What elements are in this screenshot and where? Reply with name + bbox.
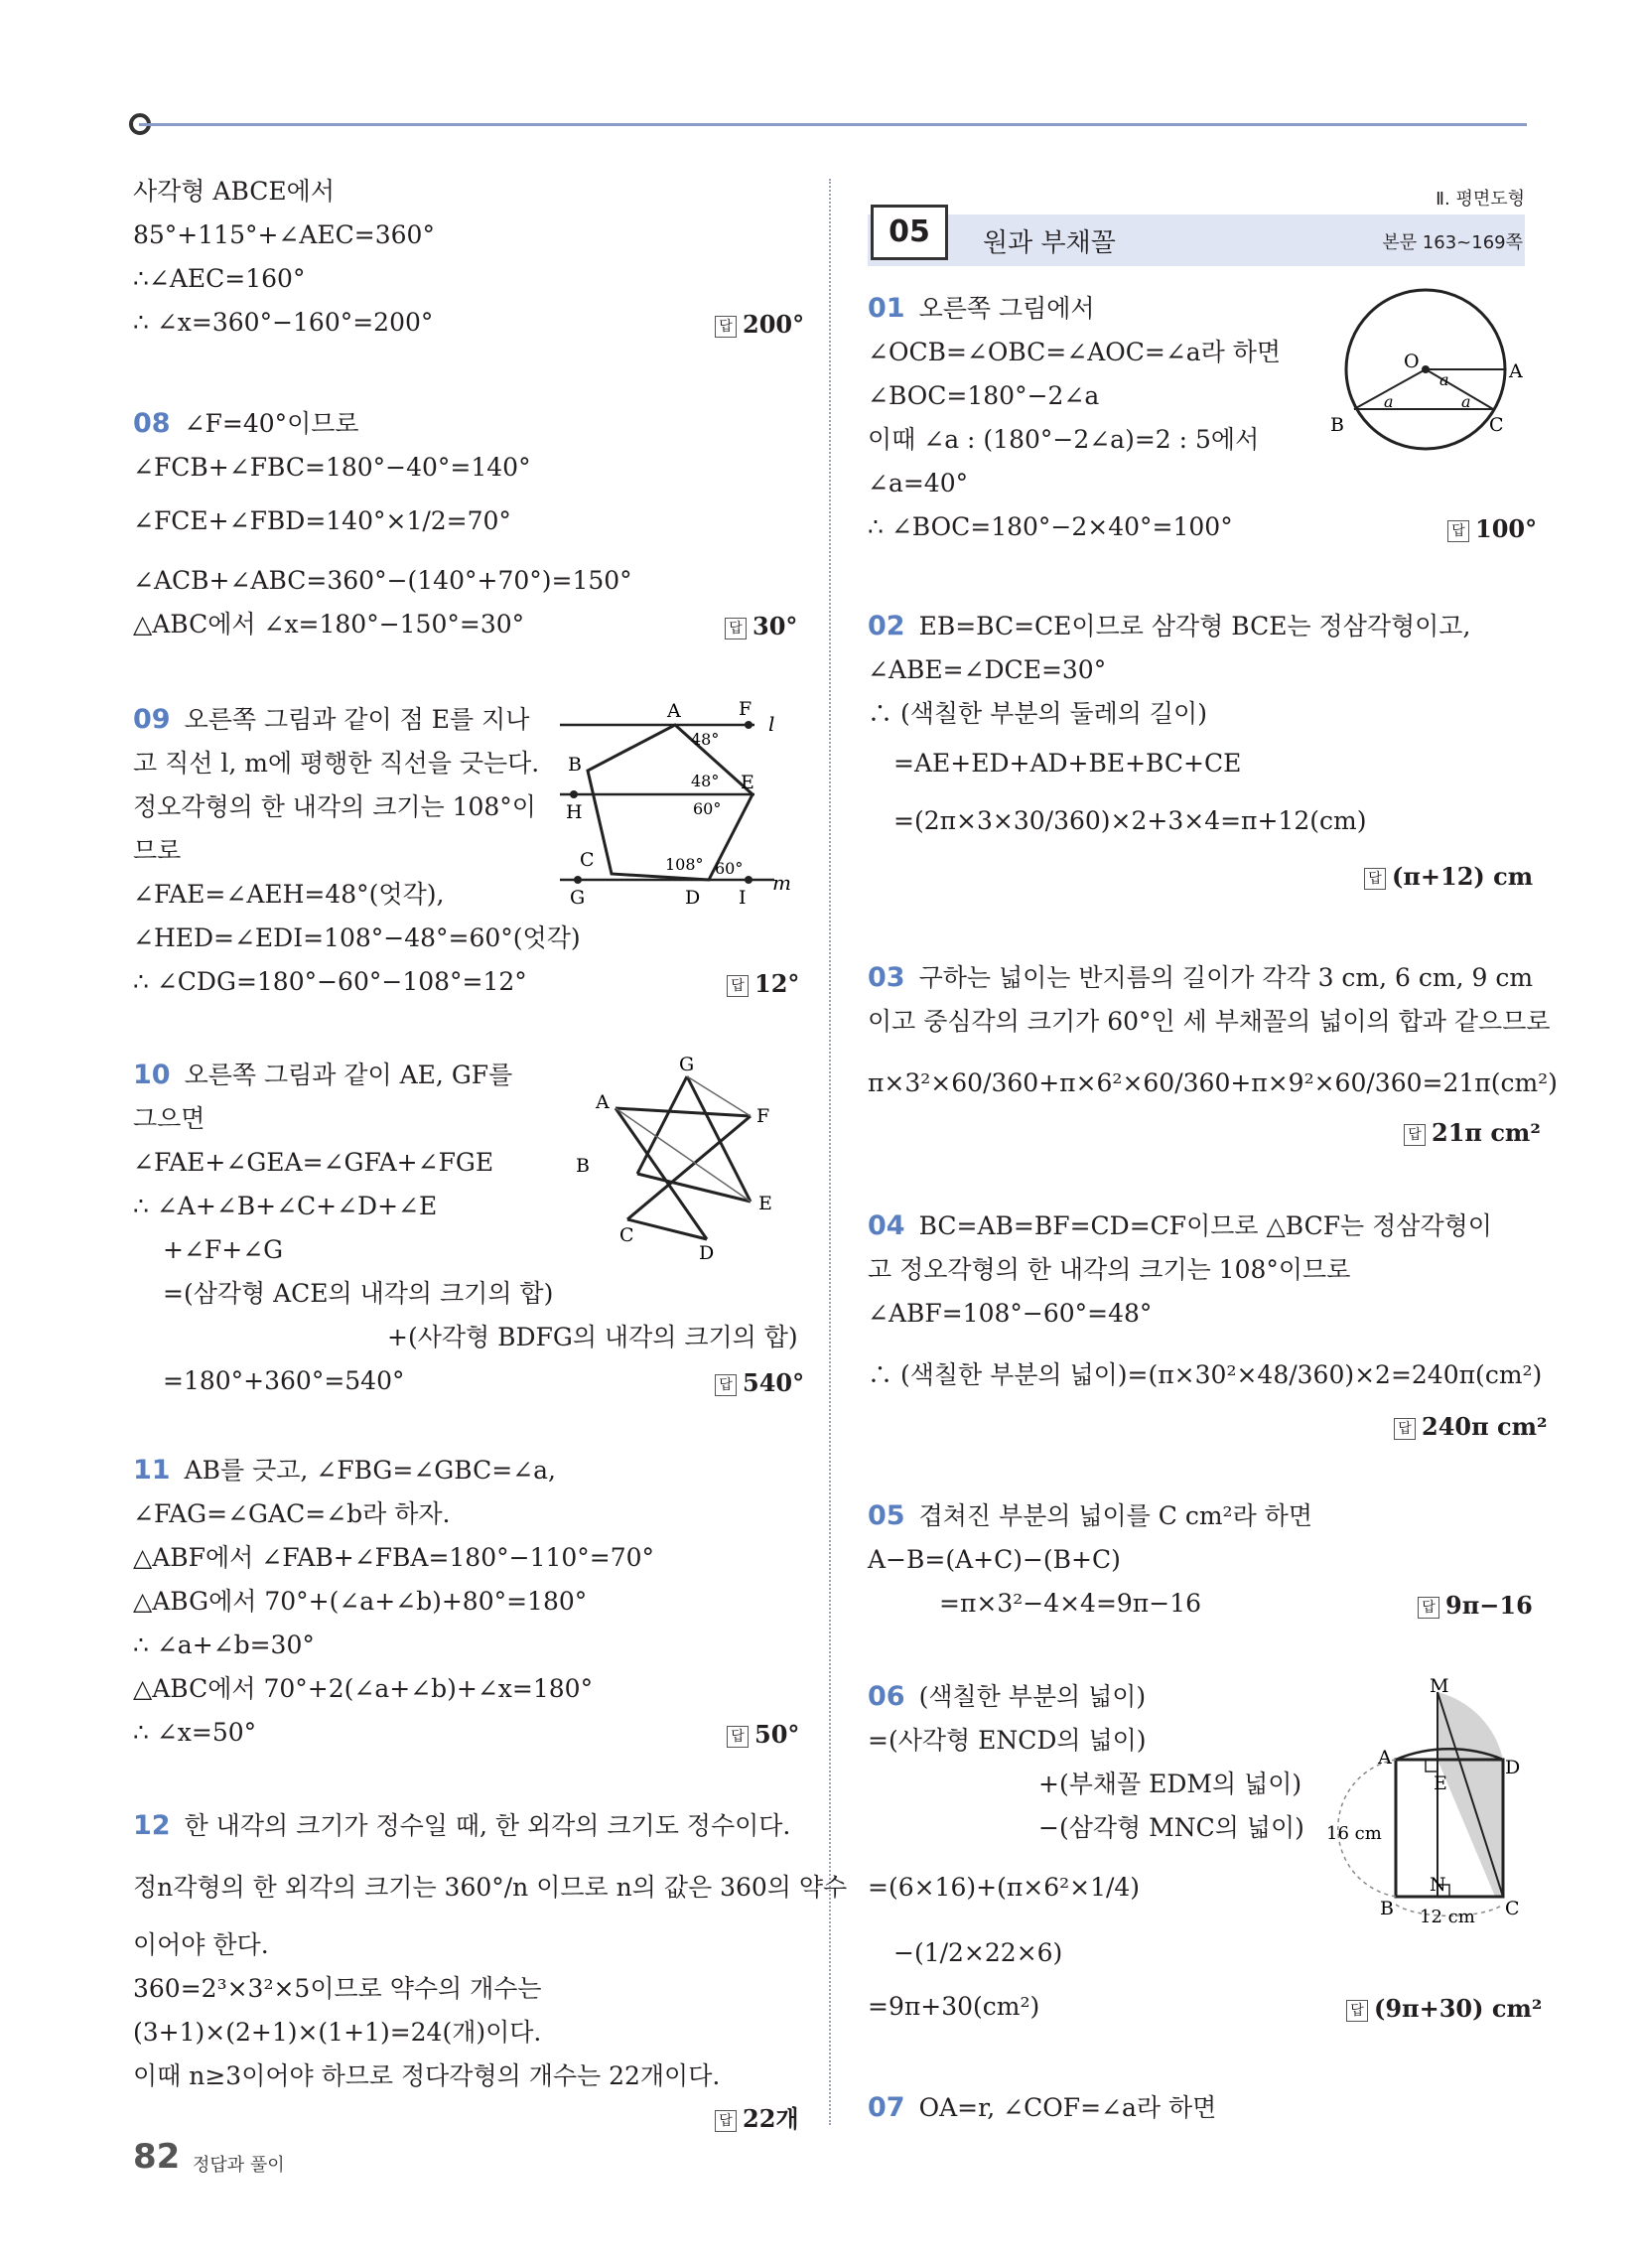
page-reference: 본문 163~169쪽 bbox=[1382, 232, 1523, 253]
p07-line: ∴∠AEC=160° bbox=[133, 264, 306, 293]
label: E bbox=[741, 772, 754, 793]
label: A bbox=[667, 700, 681, 722]
section-title: 원과 부채꼴 bbox=[983, 228, 1116, 258]
figure-circle bbox=[1330, 284, 1529, 463]
p12-line: 12 한 내각의 크기가 정수일 때, 한 외각의 크기도 정수이다. bbox=[133, 1810, 791, 1841]
r05-line: =π×3²−4×4=9π−16 bbox=[939, 1589, 1202, 1618]
r01-line: ∴ ∠BOC=180°−2×40°=100° bbox=[868, 512, 1233, 541]
label: C bbox=[619, 1224, 634, 1246]
figure-star-heptagon bbox=[576, 1053, 794, 1261]
label: G bbox=[570, 887, 586, 909]
section-number: 05 bbox=[871, 205, 948, 260]
r01-line: 01 오른쪽 그림에서 bbox=[868, 293, 1095, 324]
r06-line: −(삼각형 MNC의 넓이) bbox=[1038, 1813, 1304, 1842]
figure-rect-arc bbox=[1326, 1678, 1525, 1926]
label: D bbox=[699, 1242, 715, 1261]
r06-line: +(부채꼴 EDM의 넓이) bbox=[1038, 1770, 1302, 1798]
p10-line: +(사각형 BDFG의 내각의 크기의 합) bbox=[387, 1323, 798, 1351]
answer-p09: 답 12° bbox=[727, 969, 799, 998]
r06-line: =9π+30(cm²) bbox=[868, 1992, 1040, 2021]
p07-line: 사각형 ABCE에서 bbox=[133, 177, 335, 206]
label: H bbox=[566, 801, 583, 823]
r04-line: ∴ (색칠한 부분의 넓이)=(π×30²×48/360)×2=240π(cm²) bbox=[868, 1360, 1543, 1389]
r02-line: 02 EB=BC=CE이므로 삼각형 BCE는 정삼각형이고, bbox=[868, 611, 1471, 641]
r01-line: ∠OCB=∠OBC=∠AOC=∠a라 하면 bbox=[868, 338, 1282, 366]
p10-line: 10 오른쪽 그림과 같이 AE, GF를 bbox=[133, 1060, 513, 1090]
label: 48° bbox=[691, 730, 720, 749]
label: I bbox=[739, 887, 747, 909]
r05-line: 05 겹쳐진 부분의 넓이를 C cm²라 하면 bbox=[868, 1500, 1312, 1531]
p09-line: ∠HED=∠EDI=108°−48°=60°(엇각) bbox=[133, 923, 581, 952]
label: B bbox=[576, 1155, 590, 1177]
r03-line: 03 구하는 넓이는 반지름의 길이가 각각 3 cm, 6 cm, 9 cm bbox=[868, 962, 1534, 993]
label: O bbox=[1404, 351, 1420, 372]
figure-pentagon-parallel bbox=[556, 695, 794, 914]
p12-line: 정n각형의 한 외각의 크기는 360°/n 이므로 n의 값은 360의 약수 bbox=[133, 1873, 848, 1902]
r01-line: 이때 ∠a : (180°−2∠a)=2 : 5에서 bbox=[868, 425, 1260, 454]
p10-line: ∴ ∠A+∠B+∠C+∠D+∠E bbox=[133, 1192, 438, 1220]
label: a bbox=[1439, 370, 1449, 389]
p11-line: △ABC에서 70°+2(∠a+∠b)+∠x=180° bbox=[133, 1674, 594, 1703]
r02-line: =AE+ED+AD+BE+BC+CE bbox=[893, 749, 1242, 778]
p10-line: =(삼각형 ACE의 내각의 크기의 합) bbox=[163, 1279, 554, 1308]
p09-line: 09 오른쪽 그림과 같이 점 E를 지나 bbox=[133, 704, 530, 735]
r06-line: −(1/2×22×6) bbox=[893, 1938, 1063, 1967]
label: E bbox=[758, 1193, 772, 1214]
p09-line: ∠FAE=∠AEH=48°(엇각), bbox=[133, 880, 445, 909]
p11-line: ∠FAG=∠GAC=∠b라 하자. bbox=[133, 1499, 451, 1528]
r02-line: ∠ABE=∠DCE=30° bbox=[868, 655, 1107, 684]
answer-p12: 답 22개 bbox=[715, 2099, 799, 2134]
r05-line: A−B=(A+C)−(B+C) bbox=[868, 1545, 1121, 1574]
footer-label: 정답과 풀이 bbox=[193, 2155, 285, 2176]
p11-line: ∴ ∠a+∠b=30° bbox=[133, 1630, 315, 1659]
answer-p11: 답 50° bbox=[727, 1720, 799, 1749]
answer-r02: 답 (π+12) cm bbox=[1364, 862, 1533, 891]
label: 12 cm bbox=[1420, 1907, 1475, 1926]
label: a bbox=[1384, 392, 1394, 411]
p12-line: 이때 n≥3이어야 하므로 정다각형의 개수는 22개이다. bbox=[133, 2061, 721, 2090]
label: F bbox=[756, 1105, 770, 1127]
label: B bbox=[1380, 1898, 1394, 1919]
r06-line: =(사각형 ENCD의 넓이) bbox=[868, 1726, 1147, 1755]
label: 60° bbox=[693, 799, 722, 818]
label: C bbox=[1505, 1898, 1520, 1919]
label: 60° bbox=[715, 859, 744, 878]
p12-line: 360=2³×3²×5이므로 약수의 개수는 bbox=[133, 1974, 542, 2003]
r02-line: =(2π×3×30/360)×2+3×4=π+12(cm) bbox=[893, 806, 1367, 835]
p07-line: 85°+115°+∠AEC=360° bbox=[133, 220, 435, 249]
label: A bbox=[1509, 360, 1523, 382]
label: D bbox=[1505, 1757, 1521, 1778]
header-rule bbox=[139, 123, 1527, 126]
p11-line: △ABF에서 ∠FAB+∠FBA=180°−110°=70° bbox=[133, 1543, 655, 1572]
label: B bbox=[1330, 414, 1344, 436]
label: a bbox=[1461, 392, 1471, 411]
r02-line: ∴ (색칠한 부분의 둘레의 길이) bbox=[868, 699, 1207, 728]
p09-line: 고 직선 l, m에 평행한 직선을 긋는다. bbox=[133, 749, 540, 778]
p10-line: ∠FAE+∠GEA=∠GFA+∠FGE bbox=[133, 1148, 494, 1177]
label: C bbox=[580, 849, 595, 871]
r07-line: 07 OA=r, ∠COF=∠a라 하면 bbox=[868, 2092, 1217, 2123]
p08-line: ∠FCB+∠FBC=180°−40°=140° bbox=[133, 453, 531, 482]
label: 16 cm bbox=[1326, 1823, 1382, 1844]
p11-line: 11 AB를 긋고, ∠FBG=∠GBC=∠a, bbox=[133, 1455, 556, 1486]
p08-line: ∠ACB+∠ABC=360°−(140°+70°)=150° bbox=[133, 566, 632, 595]
p11-line: △ABG에서 70°+(∠a+∠b)+80°=180° bbox=[133, 1587, 588, 1616]
label: 108° bbox=[665, 855, 704, 874]
p09-line: 정오각형의 한 내각의 크기는 108°이 bbox=[133, 792, 536, 821]
label: B bbox=[568, 754, 582, 776]
label: C bbox=[1489, 414, 1504, 436]
answer-r03: 답 21π cm² bbox=[1404, 1118, 1541, 1147]
label: F bbox=[739, 698, 753, 720]
r04-line: 고 정오각형의 한 내각의 크기는 108°이므로 bbox=[868, 1255, 1351, 1284]
p09-line: ∴ ∠CDG=180°−60°−108°=12° bbox=[133, 967, 527, 996]
label: M bbox=[1430, 1678, 1449, 1697]
page-number: 82 bbox=[133, 2137, 181, 2177]
label: A bbox=[596, 1091, 610, 1113]
answer-p07: 답 200° bbox=[715, 310, 804, 339]
answer-r06: 답 (9π+30) cm² bbox=[1346, 1994, 1542, 2023]
label: A bbox=[1378, 1747, 1392, 1769]
r04-line: ∠ABF=108°−60°=48° bbox=[868, 1299, 1153, 1328]
r01-line: ∠BOC=180°−2∠a bbox=[868, 381, 1100, 410]
p08-line: 08 ∠F=40°이므로 bbox=[133, 408, 359, 439]
answer-r05: 답 9π−16 bbox=[1418, 1591, 1533, 1620]
answer-p10: 답 540° bbox=[715, 1368, 804, 1397]
p08-line: ∠FCE+∠FBD=140°×1/2=70° bbox=[133, 506, 511, 535]
p10-line: =180°+360°=540° bbox=[163, 1366, 405, 1395]
label: 48° bbox=[691, 772, 720, 790]
p07-line: ∴ ∠x=360°−160°=200° bbox=[133, 308, 434, 337]
answer-p08: 답 30° bbox=[725, 612, 797, 640]
answer-r01: 답 100° bbox=[1447, 514, 1537, 543]
r03-line: π×3²×60/360+π×6²×60/360+π×9²×60/360=21π(cm²) bbox=[868, 1068, 1558, 1097]
label: m bbox=[772, 871, 791, 895]
r03-line: 이고 중심각의 크기가 60°인 세 부채꼴의 넓이의 합과 같으므로 bbox=[868, 1007, 1551, 1036]
answer-r04: 답 240π cm² bbox=[1394, 1412, 1548, 1441]
label: G bbox=[679, 1054, 695, 1075]
label: N bbox=[1430, 1874, 1446, 1896]
r06-line: =(6×16)+(π×6²×1/4) bbox=[868, 1873, 1141, 1902]
label: l bbox=[768, 712, 775, 736]
r01-line: ∠a=40° bbox=[868, 469, 969, 497]
label: E bbox=[1434, 1772, 1447, 1794]
p11-line: ∴ ∠x=50° bbox=[133, 1718, 257, 1747]
p12-line: (3+1)×(2+1)×(1+1)=24(개)이다. bbox=[133, 2018, 542, 2047]
p10-line: 그으면 bbox=[133, 1104, 205, 1133]
p09-line: 므로 bbox=[133, 836, 182, 865]
r04-line: 04 BC=AB=BF=CD=CF이므로 △BCF는 정삼각형이 bbox=[868, 1210, 1492, 1241]
p12-line: 이어야 한다. bbox=[133, 1930, 269, 1959]
p10-line: +∠F+∠G bbox=[163, 1235, 284, 1264]
chapter-label: Ⅱ. 평면도형 bbox=[1436, 189, 1525, 210]
column-divider bbox=[829, 179, 831, 2125]
p08-line: △ABC에서 ∠x=180°−150°=30° bbox=[133, 610, 525, 638]
r06-line: 06 (색칠한 부분의 넓이) bbox=[868, 1681, 1147, 1712]
label: D bbox=[685, 887, 701, 909]
